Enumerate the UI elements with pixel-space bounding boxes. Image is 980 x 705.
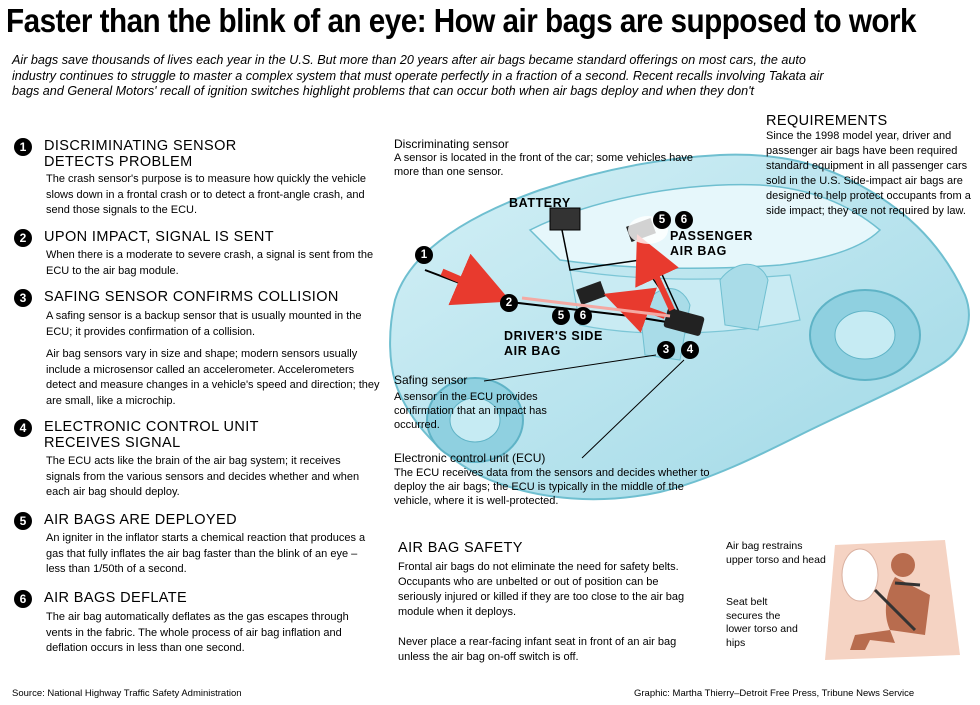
page-title: Faster than the blink of an eye: How air bags are supposed to work bbox=[6, 2, 917, 39]
step-heading: UPON IMPACT, SIGNAL IS SENT bbox=[44, 229, 274, 245]
safety-paragraph-2: Never place a rear-facing infant seat in front of an air bag unless the air bag on-off switch is off. bbox=[398, 636, 677, 663]
step-heading: AIR BAGS ARE DEPLOYED bbox=[44, 512, 237, 528]
step-body-extra: Air bag sensors vary in size and shape; modern sensors usually include a microsensor called an accelerometer. Accelerometers detect and measure changes in a vehicle's speed and direction; they are small, like a microchip. bbox=[46, 348, 380, 407]
step-body: The crash sensor's purpose is to measure how quickly the vehicle slows down in a frontal crash or to detect a front-angle crash, and send those signals to the ECU. bbox=[46, 173, 367, 216]
step-number: 2 bbox=[14, 229, 32, 247]
inset-label-seatbelt: Seat belt secures the lower torso and hips bbox=[726, 596, 798, 649]
step-body: An igniter in the inflator starts a chemical reaction that produces a gas that fully inflates the air bag faster than the blink of an eye – less than 1/50th of a second. bbox=[46, 532, 366, 575]
graphic-credit: Graphic: Martha Thierry–Detroit Free Press, Tribune News Service bbox=[634, 688, 915, 699]
discriminating-sensor-title: Discriminating sensor bbox=[394, 137, 509, 151]
occupant-inset-illustration bbox=[815, 535, 965, 665]
step-heading: SAFING SENSOR CONFIRMS COLLISION bbox=[44, 289, 339, 305]
requirements-text: Since the 1998 model year, driver and passenger air bags have been required standard equipment in all passenger cars sold in the U.S. Side-impact air bags are designed to help protect occupants from a side impact; they are not required by law. bbox=[766, 130, 971, 217]
battery-label: BATTERY bbox=[509, 196, 571, 210]
driver-airbag-label: DRIVER'S SIDE AIR BAG bbox=[504, 329, 603, 358]
step-heading: ELECTRONIC CONTROL UNIT RECEIVES SIGNAL bbox=[44, 419, 259, 451]
step-number: 3 bbox=[14, 289, 32, 307]
step-number: 4 bbox=[14, 419, 32, 437]
step-number: 1 bbox=[14, 138, 32, 156]
step-number: 5 bbox=[14, 512, 32, 530]
step-heading: DISCRIMINATING SENSOR DETECTS PROBLEM bbox=[44, 138, 237, 170]
step-body: The ECU acts like the brain of the air bag system; it receives signals from the various sensors and decides whether and when each air bag should deploy. bbox=[46, 455, 360, 498]
step-number: 6 bbox=[14, 590, 32, 608]
badge-4: 4 bbox=[681, 341, 699, 359]
badge-3: 3 bbox=[657, 341, 675, 359]
source-credit: Source: National Highway Traffic Safety Administration bbox=[12, 688, 242, 699]
badge-6-driver: 6 bbox=[574, 307, 592, 325]
inset-label-airbag: Air bag restrains upper torso and head bbox=[726, 540, 826, 566]
step-body: The air bag automatically deflates as the gas escapes through vents in the fabric. The whole process of air bag inflation and deflation occurs in less than one second. bbox=[46, 611, 349, 654]
intro-paragraph: Air bags save thousands of lives each year in the U.S. But more than 20 years after air bags became standard offerings on most cars, the auto industry continues to struggle to master a complex system that must operate perfectly in a fraction of a second. Recent recalls involving Takata air bags and General Motors' recall of ignition switches highlight problems that can occur both when air bags deploy and when they don't bbox=[12, 53, 824, 98]
passenger-airbag-label: PASSENGER AIR BAG bbox=[670, 229, 753, 258]
requirements-heading: REQUIREMENTS bbox=[766, 113, 888, 129]
badge-1: 1 bbox=[415, 246, 433, 264]
step-heading: AIR BAGS DEFLATE bbox=[44, 590, 188, 606]
badge-2: 2 bbox=[500, 294, 518, 312]
step-body: When there is a moderate to severe crash, a signal is sent from the ECU to the air bag module. bbox=[46, 249, 374, 277]
ecu-title: Electronic control unit (ECU) bbox=[394, 451, 546, 465]
safing-sensor-text: A sensor in the ECU provides confirmation that an impact has occurred. bbox=[394, 391, 547, 431]
safing-sensor-title: Safing sensor bbox=[394, 373, 468, 387]
ecu-text: The ECU receives data from the sensors and decides whether to deploy the air bags; the ECU is typically in the middle of the vehicle, where it is well-protected. bbox=[394, 467, 710, 507]
badge-5-passenger: 5 bbox=[653, 211, 671, 229]
badge-5-driver: 5 bbox=[552, 307, 570, 325]
discriminating-sensor-text: A sensor is located in the front of the car; some vehicles have more than one sensor. bbox=[394, 152, 693, 178]
safety-paragraph-1: Frontal air bags do not eliminate the need for safety belts. Occupants who are unbelted or out of position can be seriously injured or killed if they are too close to the air bag module when it deploys. bbox=[398, 561, 685, 618]
badge-6-passenger: 6 bbox=[675, 211, 693, 229]
step-body: A safing sensor is a backup sensor that is usually mounted in the ECU; it provides confirmation of a collision. bbox=[46, 310, 362, 338]
safety-heading: AIR BAG SAFETY bbox=[398, 540, 523, 556]
